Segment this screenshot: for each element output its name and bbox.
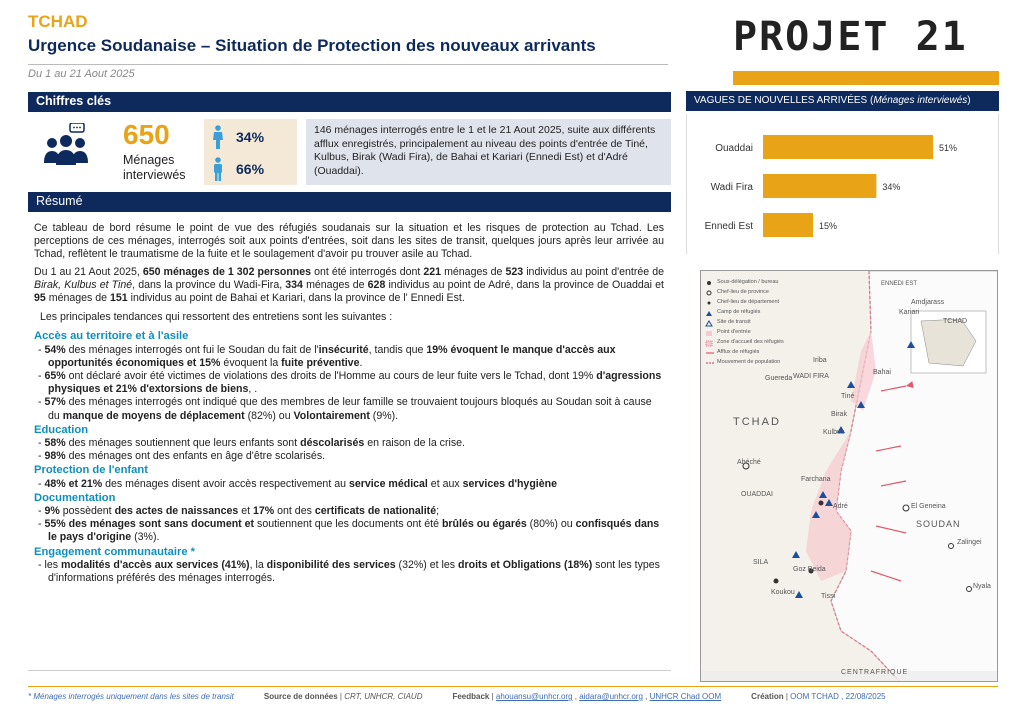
email-link-1[interactable]: ahouansu@unhcr.org — [495, 692, 573, 701]
city-amdjarass: Amdjarass — [911, 299, 945, 306]
list-item: - 54% des ménages interrogés ont fui le Soudan du fait de l'insécurité, tandis que 19% évoquent le manque d'accès aux opportunités économiques et 15% évoquent la fuite préventive. — [38, 343, 616, 369]
city-el-geneina: El Geneina — [911, 503, 946, 510]
kpi-description: 146 ménages interrogés entre le 1 et le 21 Aout 2025, suite aux différents afflux enregistrés, principalement au niveau des points d'entrée de Tiné, Kulbus, Birak (Wadi Fira), de Bahai et Kariari (Ennedi Est) et d'Adré (Ouaddai). — [306, 119, 671, 185]
legend-item: Zone d'accueil des réfugiés — [717, 339, 784, 345]
label-ennedi: ENNEDI EST — [881, 281, 918, 287]
legend-item: Point d'entrée — [717, 329, 751, 335]
resume-trends-intro: Les principales tendances qui ressortent des entretiens sont les suivantes : — [40, 311, 393, 324]
label-ouaddai: OUADDAI — [741, 491, 773, 498]
footer-note: * Ménages interrogés uniquement dans les sites de transit — [28, 692, 234, 701]
footer — [28, 692, 998, 701]
city-zalingei: Zalingei — [957, 539, 982, 546]
legend-item: Chef-lieu de département — [717, 299, 780, 305]
legend-item: Site de transit — [717, 319, 751, 325]
bar-wadi-fira — [763, 174, 876, 198]
situation-map — [700, 270, 998, 682]
label-tchad: TCHAD — [733, 416, 781, 428]
city-kulbus: Kulbus — [823, 429, 845, 436]
female-icon — [212, 125, 224, 149]
footer-feedback: Feedback | ahouansu@unhcr.org , aidara@unhcr.org , UNHCR Chad OOM — [452, 692, 722, 701]
male-icon — [212, 157, 224, 181]
title-divider — [28, 64, 668, 65]
gender-breakdown — [204, 119, 297, 185]
legend-item: Sous-délégation / bureau — [717, 279, 779, 285]
heading-protection: Protection de l'enfant — [34, 464, 148, 477]
list-item: - les modalités d'accès aux services (41%), la disponibilité des services (32%) et les droits et Obligations (18%) sont les types d'informations préférés des ménages interrogés. — [38, 558, 660, 585]
city-tine: Tiné — [841, 393, 855, 400]
legend-item: Afflux de réfugiés — [717, 349, 760, 355]
vagues-bar-chart — [687, 114, 998, 254]
list-item: - 65% ont déclaré avoir été victimes de violations des droits de l'Homme au cours de leur fuite vers le Tchad, dont 19% d'agressions physiques et 21% d'extorsions de biens, . — [38, 370, 662, 396]
category-label: Wadi Fira — [710, 182, 753, 193]
resume-bottom-rule — [28, 670, 671, 671]
city-kariari: Kariari — [899, 309, 920, 316]
value-label: 51% — [939, 143, 958, 153]
vagues-chart — [686, 114, 999, 254]
city-bahai: Bahai — [873, 369, 891, 376]
value-label: 34% — [882, 182, 901, 192]
resume-intro-paragraph: Ce tableau de bord résume le point de vue des réfugiés soudanais sur la situation et les risques de protection au Tchad. Les perceptions de ces ménages, interrogés soit aux points d'entrées, soit dans les sites de transit, quelques jours après leur arrivée au Tchad, reflètent le traumatisme de la fuite et le soulagement d'avoir pu trouver asile au Tchad. — [34, 222, 664, 261]
list-item: - 98% des ménages ont des enfants en âge d'être scolarisés. — [38, 450, 326, 463]
category-label: Ouaddai — [715, 143, 753, 154]
projet21-logo: PROJET 21 — [733, 14, 968, 60]
resume-sample-paragraph: Du 1 au 21 Aout 2025, 650 ménages de 1 302 personnes ont été interrogés dont 221 ménages de 523 individus au point d'entrée de Birak, Kulbus et Tiné, dans la province du Wadi-Fira, 334 ménages de 628 individus au point de Adré, dans la province de Ouaddai et 95 ménages de 151 individus au point de Bahai et Kariari, dans la province de l' Ennedi Est. — [34, 265, 664, 305]
bar-ouaddai — [763, 135, 933, 159]
city-adre: Adré — [833, 503, 848, 510]
label-wadi-fira: WADI FIRA — [793, 373, 829, 380]
list-item: - 57% des ménages interrogés ont indiqué que des membres de leur famille se trouvaient toujours bloqués au Soudan soit à cause du manque de moyens de déplacement (82%) ou Volontairement (9%). — [38, 396, 652, 422]
list-item: - 9% possèdent des actes de naissances et 17% ont des certificats de nationalité; — [38, 505, 440, 518]
heading-engagement: Engagement communautaire * — [34, 545, 196, 558]
heading-acces: Accès au territoire et à l'asile — [34, 330, 189, 343]
logo-accent-bar — [733, 71, 999, 85]
heading-education: Education — [34, 423, 89, 436]
email-link-2[interactable]: aidara@unhcr.org — [579, 692, 643, 701]
label-centrafrique: CENTRAFRIQUE — [841, 669, 909, 676]
legend-item: Chef-lieu de province — [717, 289, 769, 295]
footer-rule — [28, 686, 998, 687]
city-abeche: Abéché — [737, 459, 761, 466]
legend-item: Camp de réfugiés — [717, 309, 761, 315]
label-soudan: SOUDAN — [916, 519, 961, 529]
male-row — [212, 155, 264, 183]
heading-documentation: Documentation — [34, 491, 116, 504]
country-label: TCHAD — [28, 12, 88, 31]
city-birak: Birak — [831, 411, 847, 418]
city-farchana: Farchana — [801, 476, 831, 483]
section-chiffres-cles: Chiffres clés — [28, 92, 671, 112]
female-row — [212, 123, 264, 151]
footer-creation: Création | OOM TCHAD , 22/08/2025 — [751, 692, 886, 701]
female-pct: 34% — [236, 129, 265, 145]
footer-source: Source de données | CRT, UNHCR, CIAUD — [263, 692, 423, 701]
city-tissi: Tissi — [821, 593, 836, 600]
bar-ennedi-est — [763, 213, 813, 237]
households-icon — [42, 123, 90, 167]
list-item: - 55% des ménages sont sans document et soutiennent que les documents ont été brûlés ou égarés (80%) ou confisqués dans le pays d'origine (3%). — [38, 518, 660, 544]
value-label: 15% — [819, 221, 838, 231]
city-nyala: Nyala — [973, 583, 991, 590]
label-tchad-inset: TCHAD — [943, 318, 968, 325]
report-period: Du 1 au 21 Aout 2025 — [28, 68, 135, 80]
list-item: - 48% et 21% des ménages disent avoir accès respectivement au service médical et aux services d'hygiène — [38, 477, 557, 490]
vagues-chart-title: VAGUES DE NOUVELLES ARRIVÉES (Ménages interviewés) — [686, 91, 999, 111]
city-guereda: Guereda — [765, 375, 793, 382]
kpi-panel — [28, 115, 671, 188]
male-pct: 66% — [236, 161, 265, 177]
category-label: Ennedi Est — [704, 221, 753, 232]
section-resume: Résumé — [28, 192, 671, 212]
city-goz-beida: Goz Beida — [793, 566, 826, 573]
page-title: Urgence Soudanaise – Situation de Protection des nouveaux arrivants — [28, 36, 596, 55]
resume-body — [34, 222, 664, 585]
list-item: - 58% des ménages soutiennent que leurs enfants sont déscolarisés en raison de la crise. — [38, 437, 465, 450]
households-label: Ménages interviewés — [123, 153, 186, 182]
city-koukou: Koukou — [771, 589, 795, 596]
label-sila: SILA — [753, 559, 769, 566]
city-iriba: Iriba — [813, 357, 827, 364]
legend-item: Mouvement de population — [717, 359, 781, 365]
unhcr-link[interactable]: UNHCR Chad OOM — [649, 692, 722, 701]
households-count: 650 — [123, 119, 170, 150]
